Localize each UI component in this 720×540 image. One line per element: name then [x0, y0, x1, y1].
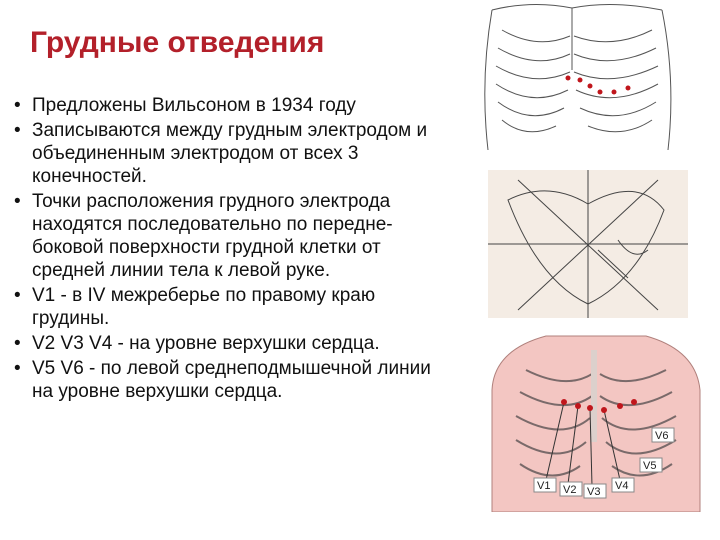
bullet-item: • Записываются между грудным электродом и объединенным электродом от всех 3 конечностей. [14, 119, 454, 188]
label-v3: V3 [587, 486, 601, 498]
heart-vector-diagram [488, 170, 688, 318]
slide-title: Грудные отведения [30, 26, 325, 59]
label-v1: V1 [537, 480, 551, 492]
label-v5: V5 [643, 460, 657, 472]
bullet-item: • Предложены Вильсоном в 1934 году [14, 94, 454, 117]
bullet-item: • V1 - в IV межреберье по правому краю грудины. [14, 284, 454, 330]
label-v2: V2 [563, 484, 577, 496]
label-v6: V6 [655, 430, 669, 442]
torso-electrode-diagram [486, 330, 704, 512]
bullet-list [14, 94, 454, 405]
bullet-item: • Точки расположения грудного электрода находятся последовательно по передне-боковой поверхности грудной клетки от средней линии тела к левой руке. [14, 190, 454, 282]
bullet-item: • V2 V3 V4 - на уровне верхушки сердца. [14, 332, 454, 355]
label-v4: V4 [615, 480, 629, 492]
bullet-item: • V5 V6 - по левой среднеподмышечной линии на уровне верхушки сердца. [14, 357, 454, 403]
ribcage-line-drawing [472, 0, 684, 160]
